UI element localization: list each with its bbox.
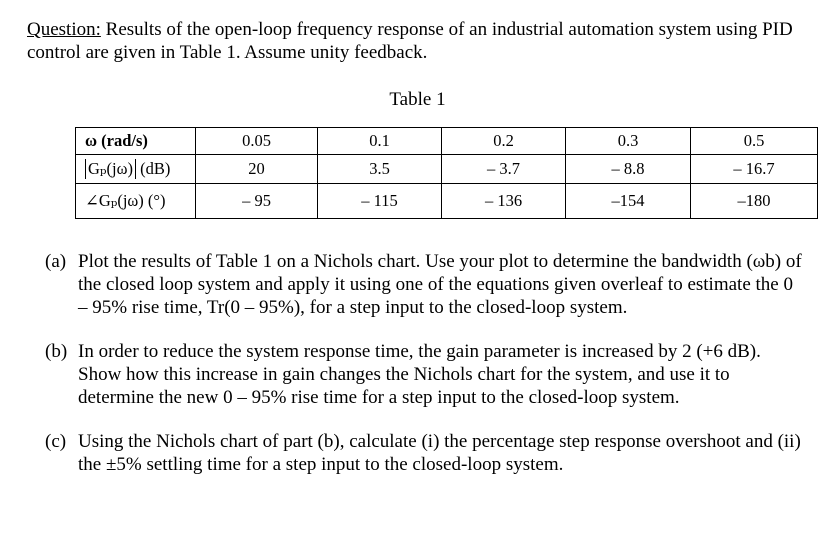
magnitude-cell: – 8.8 <box>566 155 691 184</box>
table-row-magnitude <box>76 155 818 184</box>
question-intro <box>27 18 817 64</box>
magnitude-expression: Gₚ(jω) <box>85 159 136 179</box>
question-part-a <box>45 250 805 319</box>
part-label: (c) <box>45 431 67 452</box>
phase-cell: – 95 <box>196 184 318 219</box>
question-part-c <box>45 430 805 476</box>
row-header-omega: ω (rad/s) <box>76 128 196 155</box>
phase-cell: – 115 <box>318 184 442 219</box>
phase-cell: – 136 <box>442 184 566 219</box>
part-text: In order to reduce the system response time, the gain parameter is increased by 2 (+6 dB). Show how this increase in gain changes the Nichols chart for the system, and use it to determine the new 0 – 95% rise time for a step input to the closed-loop system. <box>78 341 761 408</box>
row-header-phase: ∠Gₚ(jω) (°) <box>76 184 196 219</box>
question-text: Results of the open-loop frequency response of an industrial automation system using PID control are given in Table 1. Assume unity feedback. <box>27 19 793 63</box>
question-parts <box>45 250 805 497</box>
phase-cell: –154 <box>566 184 691 219</box>
table-caption: Table 1 <box>389 89 446 110</box>
row-header-magnitude <box>76 155 196 184</box>
omega-cell: 0.05 <box>196 128 318 155</box>
magnitude-unit: (dB) <box>140 159 171 178</box>
omega-cell: 0.2 <box>442 128 566 155</box>
part-label: (a) <box>45 251 67 272</box>
omega-cell: 0.3 <box>566 128 691 155</box>
magnitude-cell: 20 <box>196 155 318 184</box>
part-text: Plot the results of Table 1 on a Nichols chart. Use your plot to determine the bandwidth (ωb) of the closed loop system and apply it using one of the equations given overleaf to estimate the 0 – 95% rise time, Tr(0 – 95%), for a step input to the closed-loop system. <box>78 251 802 318</box>
table-row-omega <box>76 128 818 155</box>
omega-cell: 0.5 <box>691 128 818 155</box>
table-row-phase <box>76 184 818 219</box>
magnitude-cell: 3.5 <box>318 155 442 184</box>
frequency-response-table <box>75 127 818 219</box>
magnitude-cell: – 16.7 <box>691 155 818 184</box>
phase-cell: –180 <box>691 184 818 219</box>
question-part-b <box>45 340 805 409</box>
question-label: Question: <box>27 19 101 40</box>
magnitude-cell: – 3.7 <box>442 155 566 184</box>
part-text: Using the Nichols chart of part (b), calculate (i) the percentage step response overshoot and (ii) the ±5% settling time for a step input to the closed-loop system. <box>78 431 801 475</box>
omega-cell: 0.1 <box>318 128 442 155</box>
part-label: (b) <box>45 341 68 362</box>
